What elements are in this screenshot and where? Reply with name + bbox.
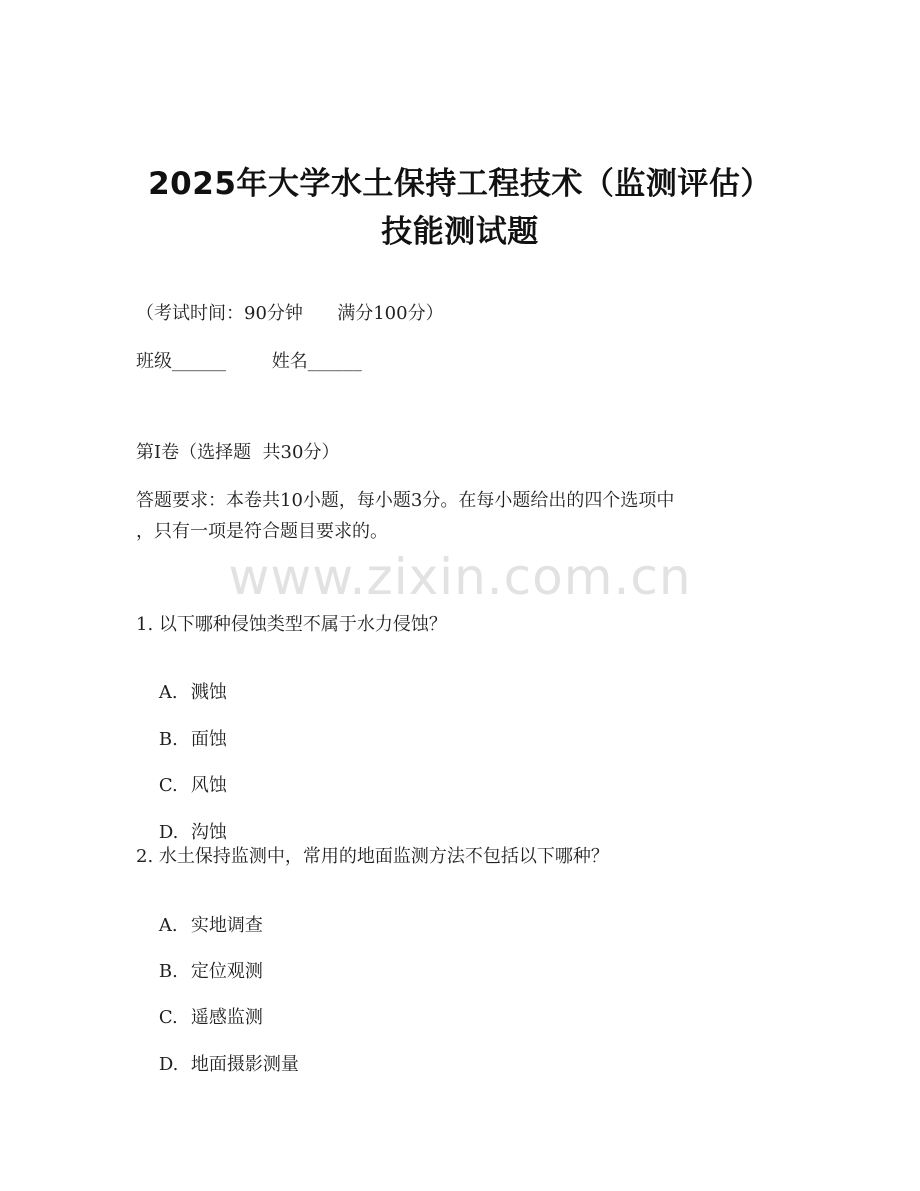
- option-text: 定位观测: [190, 961, 263, 982]
- option-text: 风蚀: [190, 775, 227, 796]
- instructions-line1: 答题要求：本卷共10小题，每小题3分。在每小题给出的四个选项中: [136, 490, 675, 511]
- option-text: 沟蚀: [190, 822, 227, 843]
- option-text: 遥感监测: [190, 1007, 263, 1028]
- option-text: 实地调查: [190, 915, 263, 936]
- option-text: 地面摄影测量: [190, 1054, 299, 1075]
- option-letter: A.: [158, 915, 178, 936]
- section-heading: 第I卷（选择题 共30分）: [136, 442, 340, 463]
- option-letter: D.: [158, 822, 179, 843]
- option-letter: D.: [158, 1054, 179, 1075]
- option-letter: B.: [158, 729, 178, 750]
- document-title-line2: 技能测试题: [381, 214, 539, 250]
- instructions-line2: ，只有一项是符合题目要求的。: [136, 521, 388, 542]
- option-item: [136, 1032, 299, 1098]
- question-stem: 1. 以下哪种侵蚀类型不属于水力侵蚀？: [136, 614, 447, 635]
- exam-info: （考试时间：90分钟 满分100分）: [136, 303, 444, 324]
- option-text: 溅蚀: [190, 682, 227, 703]
- option-letter: C.: [158, 1007, 178, 1028]
- document-title-line1: 2025年大学水土保持工程技术（监测评估）: [148, 166, 772, 202]
- option-letter: B.: [158, 961, 178, 982]
- watermark: www.zixin.com.cn: [228, 548, 692, 606]
- option-letter: A.: [158, 682, 178, 703]
- option-letter: C.: [158, 775, 178, 796]
- option-text: 面蚀: [190, 729, 227, 750]
- question-stem: 2. 水土保持监测中，常用的地面监测方法不包括以下哪种？: [136, 846, 609, 867]
- class-name-line: 班级______ 姓名______: [136, 351, 362, 372]
